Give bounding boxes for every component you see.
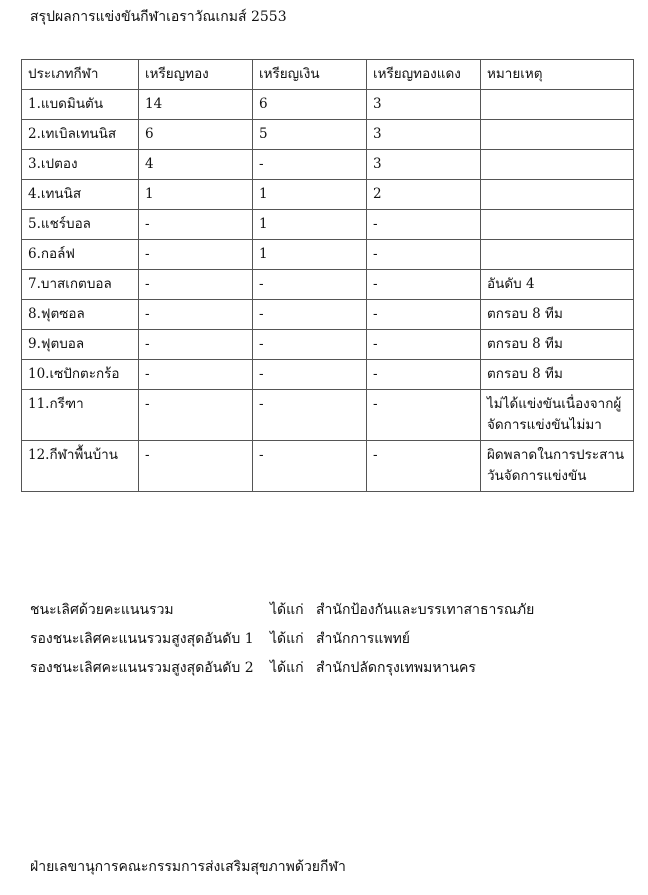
results-table bbox=[21, 59, 634, 492]
cell-sport: 4.เทนนิส bbox=[22, 180, 139, 210]
cell-silver: 1 bbox=[253, 240, 367, 270]
cell-silver: 1 bbox=[253, 210, 367, 240]
cell-bronze: 3 bbox=[367, 120, 481, 150]
table-row bbox=[22, 300, 634, 330]
cell-sport: 11.กรีฑา bbox=[22, 390, 139, 441]
cell-gold: 4 bbox=[139, 150, 253, 180]
cell-bronze: - bbox=[367, 300, 481, 330]
cell-silver: - bbox=[253, 390, 367, 441]
cell-note bbox=[481, 120, 634, 150]
cell-gold: 6 bbox=[139, 120, 253, 150]
table-row bbox=[22, 90, 634, 120]
cell-note bbox=[481, 180, 634, 210]
document-title: สรุปผลการแข่งขันกีฬาเอราวัณเกมส์ 2553 bbox=[30, 9, 287, 25]
award-label: ชนะเลิศด้วยคะแนนรวม bbox=[30, 601, 174, 618]
cell-silver: - bbox=[253, 360, 367, 390]
cell-note bbox=[481, 240, 634, 270]
cell-sport: 10.เซปักตะกร้อ bbox=[22, 360, 139, 390]
cell-bronze: - bbox=[367, 210, 481, 240]
cell-note bbox=[481, 90, 634, 120]
cell-silver: - bbox=[253, 441, 367, 492]
header-gold-medal: เหรียญทอง bbox=[139, 60, 253, 90]
award-got: ได้แก่ bbox=[270, 630, 304, 647]
cell-silver: 6 bbox=[253, 90, 367, 120]
header-remark: หมายเหตุ bbox=[481, 60, 634, 90]
header-silver-medal: เหรียญเงิน bbox=[253, 60, 367, 90]
award-got: ได้แก่ bbox=[270, 601, 304, 618]
cell-gold: 14 bbox=[139, 90, 253, 120]
header-bronze-medal: เหรียญทองแดง bbox=[367, 60, 481, 90]
cell-gold: 1 bbox=[139, 180, 253, 210]
cell-sport: 8.ฟุตซอล bbox=[22, 300, 139, 330]
cell-sport: 6.กอล์ฟ bbox=[22, 240, 139, 270]
award-row-runner-up-1 bbox=[30, 624, 534, 653]
awards-section bbox=[30, 595, 534, 682]
cell-sport: 7.บาสเกตบอล bbox=[22, 270, 139, 300]
award-row-winner bbox=[30, 595, 534, 624]
cell-bronze: - bbox=[367, 330, 481, 360]
table-row bbox=[22, 180, 634, 210]
table-row bbox=[22, 360, 634, 390]
cell-bronze: - bbox=[367, 390, 481, 441]
cell-sport: 5.แชร์บอล bbox=[22, 210, 139, 240]
table-row bbox=[22, 390, 634, 441]
cell-silver: - bbox=[253, 330, 367, 360]
cell-note: ไม่ได้แข่งขันเนื่องจากผู้จัดการแข่งขันไม่มา bbox=[481, 390, 634, 441]
cell-gold: - bbox=[139, 441, 253, 492]
cell-bronze: 2 bbox=[367, 180, 481, 210]
award-row-runner-up-2 bbox=[30, 653, 534, 682]
cell-bronze: - bbox=[367, 441, 481, 492]
cell-note: ตกรอบ 8 ทีม bbox=[481, 360, 634, 390]
table-row bbox=[22, 240, 634, 270]
cell-sport: 12.กีฬาพื้นบ้าน bbox=[22, 441, 139, 492]
cell-silver: 1 bbox=[253, 180, 367, 210]
award-unit: สำนักการแพทย์ bbox=[316, 630, 410, 647]
cell-bronze: - bbox=[367, 360, 481, 390]
cell-bronze: 3 bbox=[367, 150, 481, 180]
cell-sport: 2.เทเบิลเทนนิส bbox=[22, 120, 139, 150]
cell-gold: - bbox=[139, 330, 253, 360]
table-header-row bbox=[22, 60, 634, 90]
footer-signature: ฝ่ายเลขานุการคณะกรรมการส่งเสริมสุขภาพด้วยกีฬา bbox=[30, 859, 346, 875]
table-row bbox=[22, 210, 634, 240]
award-label: รองชนะเลิศคะแนนรวมสูงสุดอันดับ 2 bbox=[30, 659, 254, 676]
cell-gold: - bbox=[139, 210, 253, 240]
cell-sport: 3.เปตอง bbox=[22, 150, 139, 180]
header-sport-type: ประเภทกีฬา bbox=[22, 60, 139, 90]
cell-bronze: 3 bbox=[367, 90, 481, 120]
cell-silver: - bbox=[253, 300, 367, 330]
cell-gold: - bbox=[139, 390, 253, 441]
cell-gold: - bbox=[139, 240, 253, 270]
award-unit: สำนักปลัดกรุงเทพมหานคร bbox=[316, 659, 476, 676]
cell-note bbox=[481, 210, 634, 240]
cell-gold: - bbox=[139, 300, 253, 330]
cell-note: ตกรอบ 8 ทีม bbox=[481, 300, 634, 330]
cell-bronze: - bbox=[367, 270, 481, 300]
cell-silver: - bbox=[253, 150, 367, 180]
cell-sport: 9.ฟุตบอล bbox=[22, 330, 139, 360]
table-row bbox=[22, 330, 634, 360]
cell-silver: - bbox=[253, 270, 367, 300]
table-row bbox=[22, 150, 634, 180]
table-row bbox=[22, 270, 634, 300]
cell-silver: 5 bbox=[253, 120, 367, 150]
award-label: รองชนะเลิศคะแนนรวมสูงสุดอันดับ 1 bbox=[30, 630, 254, 647]
cell-sport: 1.แบดมินตัน bbox=[22, 90, 139, 120]
cell-note: อันดับ 4 bbox=[481, 270, 634, 300]
table-row bbox=[22, 120, 634, 150]
cell-note bbox=[481, 150, 634, 180]
cell-gold: - bbox=[139, 270, 253, 300]
award-got: ได้แก่ bbox=[270, 659, 304, 676]
cell-note: ตกรอบ 8 ทีม bbox=[481, 330, 634, 360]
table-row bbox=[22, 441, 634, 492]
award-unit: สำนักป้องกันและบรรเทาสาธารณภัย bbox=[316, 601, 535, 618]
cell-gold: - bbox=[139, 360, 253, 390]
cell-bronze: - bbox=[367, 240, 481, 270]
cell-note: ผิดพลาดในการประสานวันจัดการแข่งขัน bbox=[481, 441, 634, 492]
